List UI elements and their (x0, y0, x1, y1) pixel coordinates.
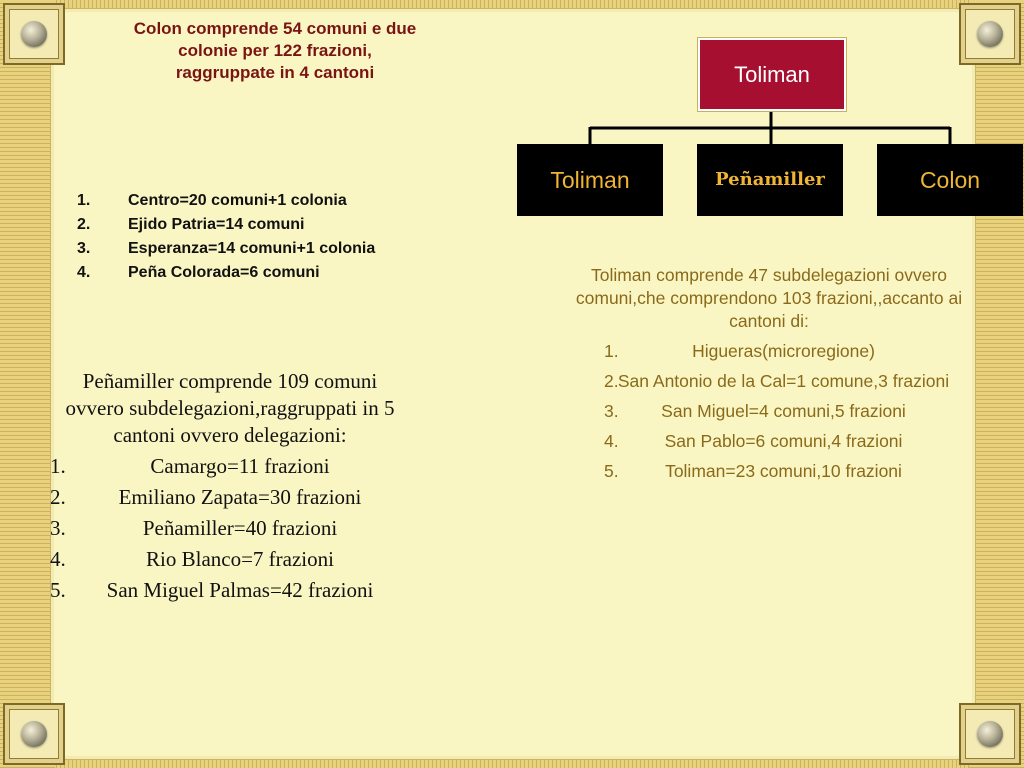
list-text: Centro=20 comuni+1 colonia (128, 192, 347, 209)
list-item (40, 484, 420, 511)
list-item (556, 430, 976, 453)
list-number: 4. (50, 547, 66, 571)
list-number: 4. (604, 431, 619, 451)
node-label: Peñamiller (715, 169, 825, 190)
org-node-penamiller (697, 144, 843, 216)
penamiller-list (40, 453, 420, 604)
list-text: Higueras(microregione) (692, 341, 875, 361)
list-text: Peñamiller=40 frazioni (142, 516, 338, 540)
list-item (40, 515, 420, 542)
list-number: 2. (50, 485, 66, 509)
list-number: 3. (50, 516, 66, 540)
list-number: 3. (77, 240, 91, 257)
list-text: Ejido Patria=14 comuni (128, 216, 305, 233)
list-text: San Miguel Palmas=42 frazioni (106, 578, 374, 602)
list-item (40, 546, 420, 573)
list-item (40, 577, 420, 604)
list-item (556, 340, 976, 363)
list-item (556, 400, 976, 423)
list-number: 4. (77, 264, 91, 281)
list-item (40, 453, 420, 480)
node-label: Colon (919, 167, 981, 193)
list-number: 2. (77, 216, 91, 233)
list-text: Rio Blanco=7 frazioni (146, 547, 334, 571)
list-number: 1. (604, 341, 619, 361)
list-text: Camargo=11 frazioni (150, 454, 330, 478)
list-number: 5. (604, 461, 619, 481)
list-text: Esperanza=14 comuni+1 colonia (128, 240, 376, 257)
toliman-section (556, 264, 976, 483)
toliman-intro: Toliman comprende 47 subdelegazioni ovvero comuni,che comprendono 103 frazioni,,accanto ai cantoni di: (575, 265, 963, 331)
toliman-list (556, 340, 976, 483)
list-number: 2. (604, 371, 619, 391)
list-text: San Antonio de la Cal=1 comune,3 frazioni (617, 371, 950, 391)
list-text: Peña Colorada=6 comuni (128, 264, 320, 281)
penamiller-intro: Peñamiller comprende 109 comuni ovvero subdelegazioni,raggruppati in 5 cantoni ovvero delegazioni: (65, 369, 395, 447)
list-number: 5. (50, 578, 66, 602)
list-item (556, 370, 976, 393)
list-number: 1. (77, 192, 91, 209)
list-text: San Pablo=6 comuni,4 frazioni (664, 431, 903, 451)
list-number: 3. (604, 401, 619, 421)
penamiller-section (40, 368, 420, 604)
org-node-toliman (517, 144, 663, 216)
list-text: Toliman=23 comuni,10 frazioni (665, 461, 902, 481)
list-text: San Miguel=4 comuni,5 frazioni (661, 401, 906, 421)
title-line: raggruppate in 4 cantoni (175, 63, 375, 82)
title-line: colonie per 122 frazioni, (178, 41, 372, 60)
list-number: 1. (50, 454, 66, 478)
org-node-colon (877, 144, 1023, 216)
list-item (556, 460, 976, 483)
title-line: Colon comprende 54 comuni e due (133, 19, 417, 38)
node-label: Toliman (734, 62, 810, 87)
org-node-toliman-root (698, 38, 846, 111)
list-text: Emiliano Zapata=30 frazioni (118, 485, 362, 509)
node-label: Toliman (550, 167, 630, 193)
